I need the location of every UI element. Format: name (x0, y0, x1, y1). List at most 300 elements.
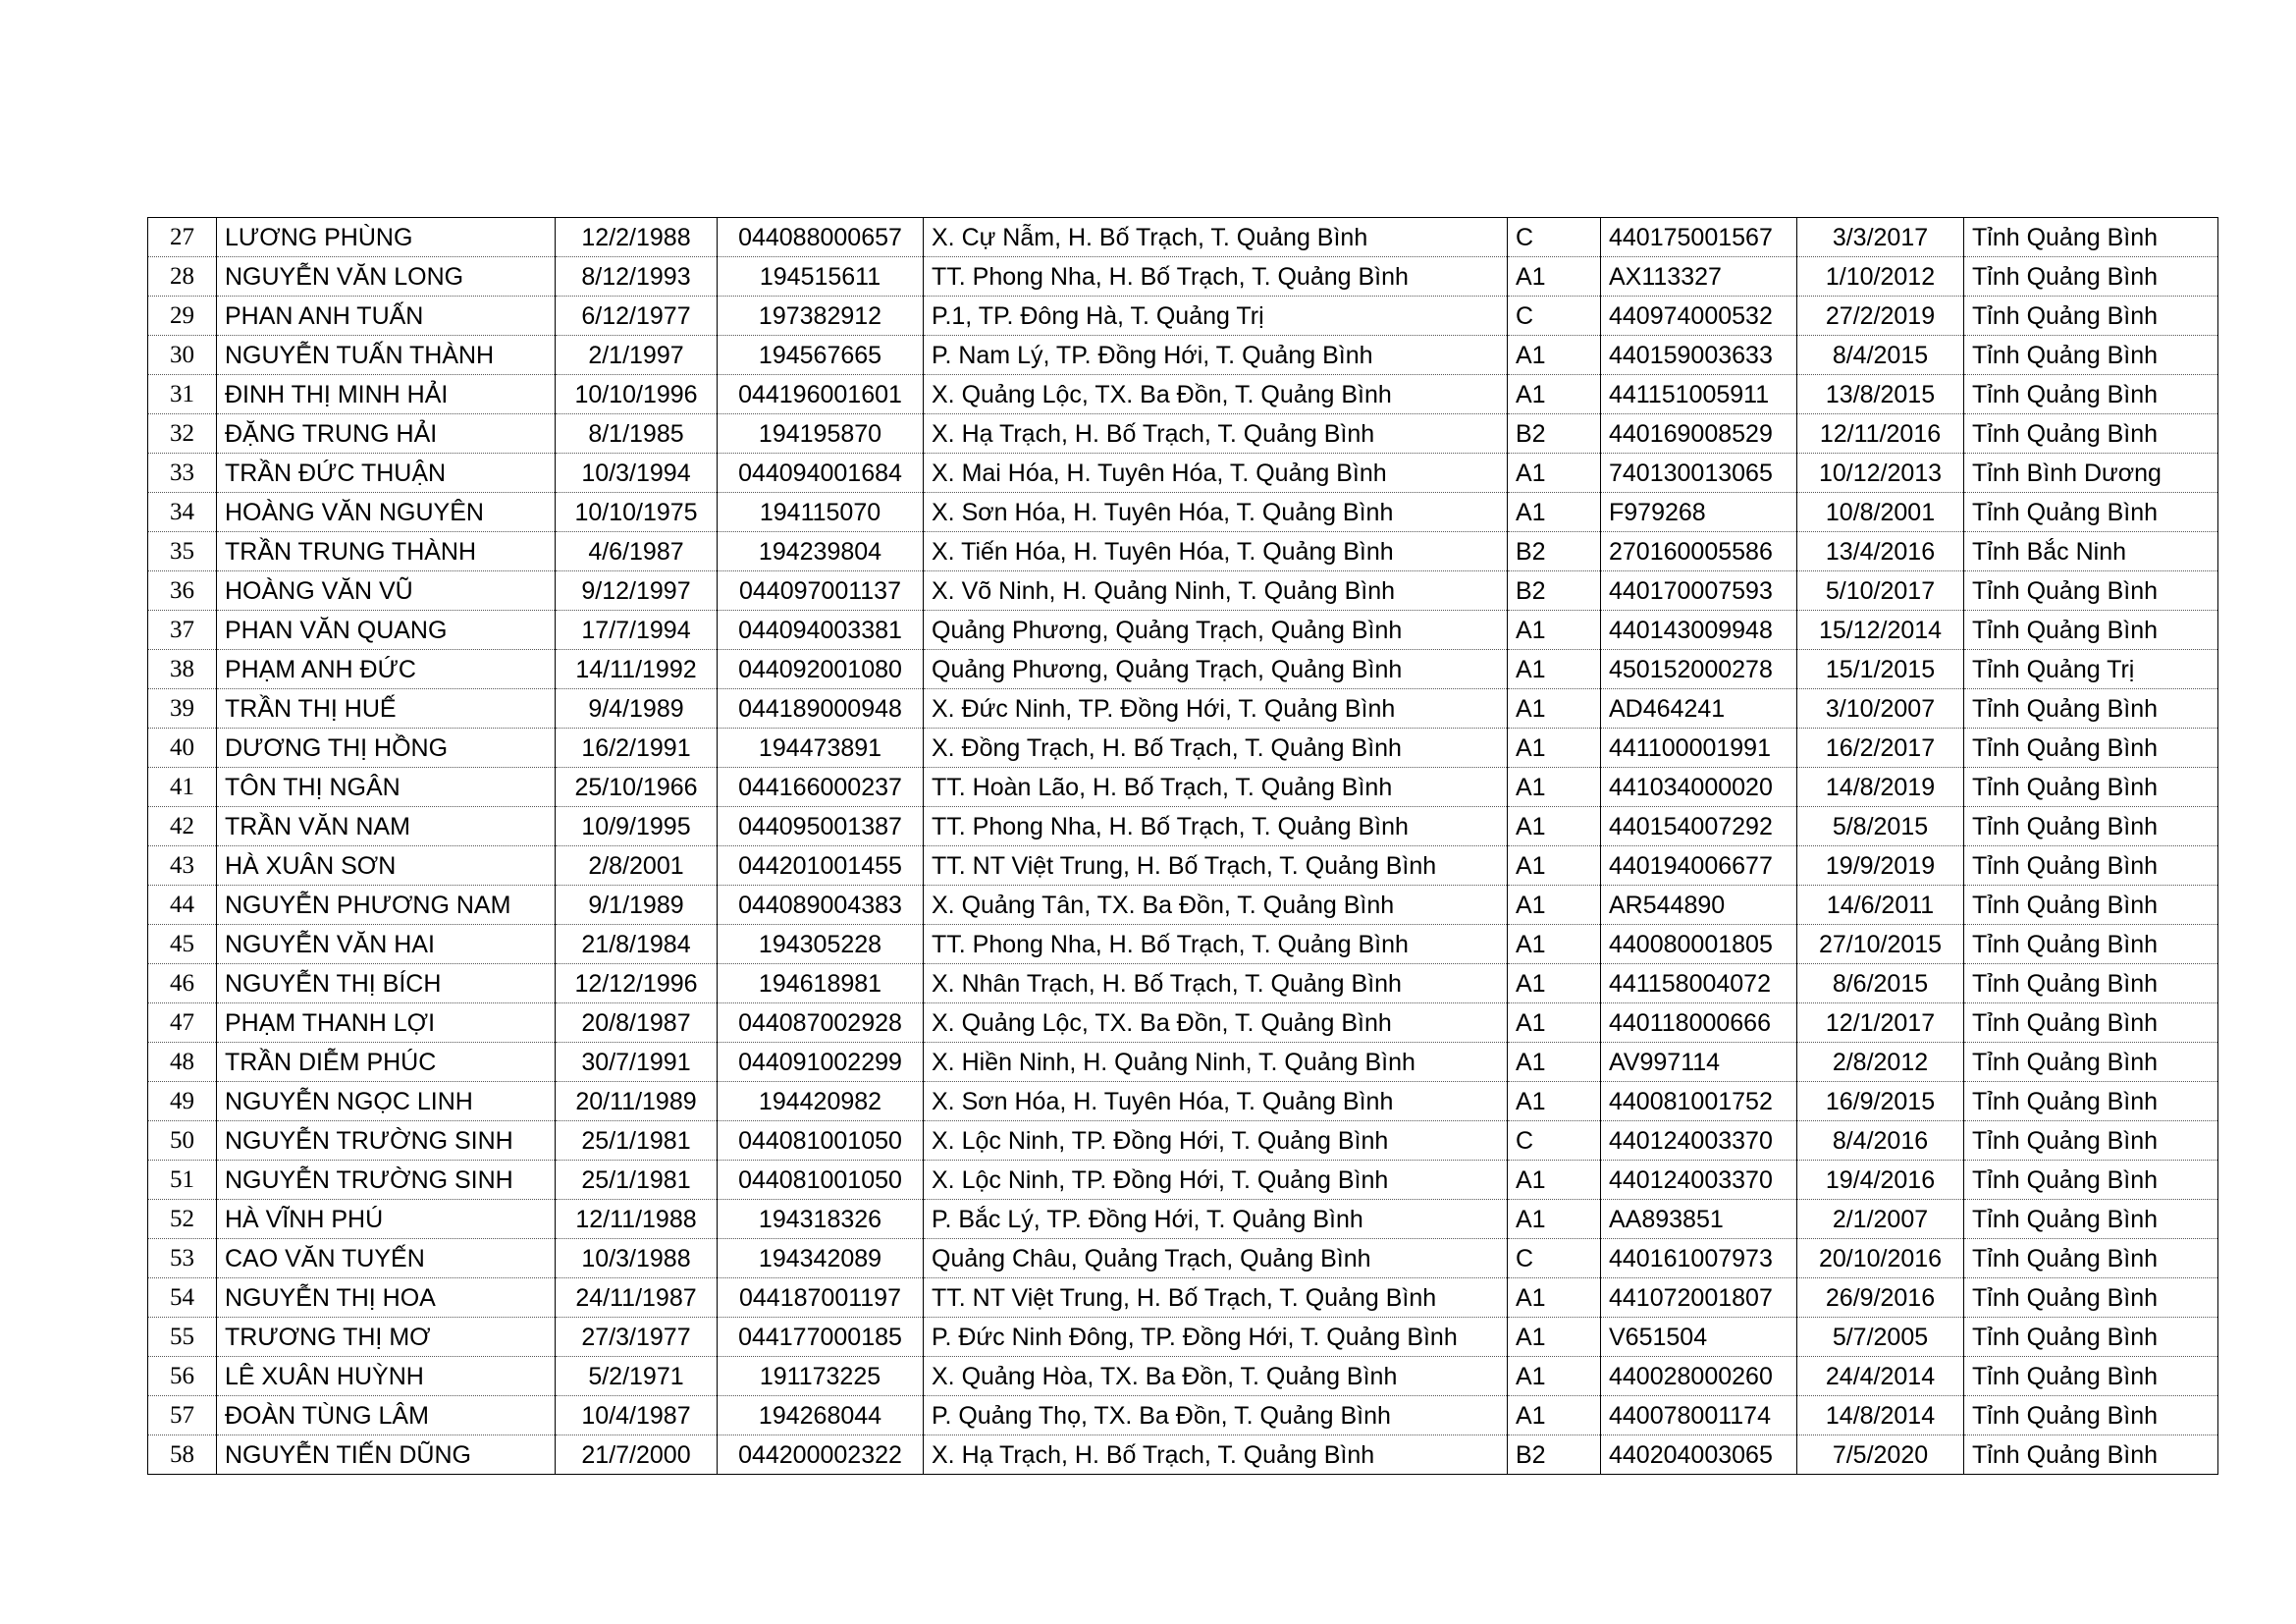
license-class-cell: A1 (1508, 689, 1601, 729)
table-row (148, 1161, 2218, 1200)
id-number-cell: 044089004383 (718, 886, 924, 925)
full-name-cell: DƯƠNG THỊ HỒNG (217, 729, 556, 768)
issue-place-cell: Tỉnh Quảng Bình (1964, 1396, 2218, 1435)
full-name-cell: ĐOÀN TÙNG LÂM (217, 1396, 556, 1435)
date-of-birth-cell: 2/1/1997 (556, 336, 718, 375)
issue-place-cell: Tỉnh Quảng Bình (1964, 218, 2218, 257)
license-class-cell: A1 (1508, 729, 1601, 768)
date-of-birth-cell: 20/8/1987 (556, 1003, 718, 1043)
date-of-birth-cell: 24/11/1987 (556, 1278, 718, 1318)
date-of-birth-cell: 17/7/1994 (556, 611, 718, 650)
license-number-cell: 740130013065 (1601, 454, 1797, 493)
id-number-cell: 194473891 (718, 729, 924, 768)
id-number-cell: 044177000185 (718, 1318, 924, 1357)
row-number-cell: 58 (148, 1435, 217, 1475)
license-number-cell: 441158004072 (1601, 964, 1797, 1003)
date-of-birth-cell: 25/1/1981 (556, 1161, 718, 1200)
issue-place-cell: Tỉnh Quảng Bình (1964, 257, 2218, 297)
date-of-birth-cell: 21/8/1984 (556, 925, 718, 964)
table-row (148, 1239, 2218, 1278)
row-number-cell: 31 (148, 375, 217, 414)
table-row (148, 1200, 2218, 1239)
id-number-cell: 044094003381 (718, 611, 924, 650)
table-row (148, 768, 2218, 807)
full-name-cell: NGUYỄN VĂN LONG (217, 257, 556, 297)
date-of-birth-cell: 20/11/1989 (556, 1082, 718, 1121)
issue-place-cell: Tỉnh Quảng Bình (1964, 414, 2218, 454)
license-number-cell: AA893851 (1601, 1200, 1797, 1239)
license-class-cell: C (1508, 218, 1601, 257)
address-cell: X. Đức Ninh, TP. Đồng Hới, T. Quảng Bình (924, 689, 1508, 729)
id-number-cell: 044166000237 (718, 768, 924, 807)
address-cell: P. Bắc Lý, TP. Đồng Hới, T. Quảng Bình (924, 1200, 1508, 1239)
license-number-cell: 440161007973 (1601, 1239, 1797, 1278)
address-cell: X. Hạ Trạch, H. Bố Trạch, T. Quảng Bình (924, 414, 1508, 454)
issue-date-cell: 8/4/2015 (1797, 336, 1964, 375)
row-number-cell: 44 (148, 886, 217, 925)
table-row (148, 1278, 2218, 1318)
issue-date-cell: 16/2/2017 (1797, 729, 1964, 768)
table-row (148, 611, 2218, 650)
full-name-cell: NGUYỄN VĂN HAI (217, 925, 556, 964)
issue-place-cell: Tỉnh Quảng Bình (1964, 571, 2218, 611)
id-number-cell: 194342089 (718, 1239, 924, 1278)
license-number-cell: 440175001567 (1601, 218, 1797, 257)
license-class-cell: A1 (1508, 1082, 1601, 1121)
date-of-birth-cell: 12/2/1988 (556, 218, 718, 257)
full-name-cell: NGUYỄN THỊ HOA (217, 1278, 556, 1318)
issue-place-cell: Tỉnh Quảng Bình (1964, 1003, 2218, 1043)
date-of-birth-cell: 25/10/1966 (556, 768, 718, 807)
date-of-birth-cell: 10/3/1994 (556, 454, 718, 493)
issue-place-cell: Tỉnh Quảng Bình (1964, 807, 2218, 846)
id-number-cell: 194515611 (718, 257, 924, 297)
date-of-birth-cell: 9/12/1997 (556, 571, 718, 611)
id-number-cell: 044091002299 (718, 1043, 924, 1082)
issue-date-cell: 16/9/2015 (1797, 1082, 1964, 1121)
license-class-cell: A1 (1508, 375, 1601, 414)
license-class-cell: A1 (1508, 964, 1601, 1003)
license-class-cell: A1 (1508, 257, 1601, 297)
issue-date-cell: 8/4/2016 (1797, 1121, 1964, 1161)
table-row (148, 1357, 2218, 1396)
license-class-cell: A1 (1508, 1161, 1601, 1200)
issue-place-cell: Tỉnh Bình Dương (1964, 454, 2218, 493)
row-number-cell: 50 (148, 1121, 217, 1161)
row-number-cell: 34 (148, 493, 217, 532)
date-of-birth-cell: 2/8/2001 (556, 846, 718, 886)
full-name-cell: HOÀNG VĂN VŨ (217, 571, 556, 611)
row-number-cell: 48 (148, 1043, 217, 1082)
license-class-cell: A1 (1508, 1318, 1601, 1357)
date-of-birth-cell: 5/2/1971 (556, 1357, 718, 1396)
table-row (148, 571, 2218, 611)
address-cell: X. Lộc Ninh, TP. Đồng Hới, T. Quảng Bình (924, 1161, 1508, 1200)
table-row (148, 532, 2218, 571)
table-row (148, 650, 2218, 689)
license-class-cell: A1 (1508, 1200, 1601, 1239)
date-of-birth-cell: 30/7/1991 (556, 1043, 718, 1082)
address-cell: X. Quảng Lộc, TX. Ba Đồn, T. Quảng Bình (924, 375, 1508, 414)
address-cell: X. Quảng Lộc, TX. Ba Đồn, T. Quảng Bình (924, 1003, 1508, 1043)
address-cell: TT. Hoàn Lão, H. Bố Trạch, T. Quảng Bình (924, 768, 1508, 807)
date-of-birth-cell: 9/4/1989 (556, 689, 718, 729)
table-row (148, 493, 2218, 532)
full-name-cell: TRẦN TRUNG THÀNH (217, 532, 556, 571)
row-number-cell: 45 (148, 925, 217, 964)
row-number-cell: 39 (148, 689, 217, 729)
license-class-cell: A1 (1508, 611, 1601, 650)
license-class-cell: A1 (1508, 336, 1601, 375)
date-of-birth-cell: 9/1/1989 (556, 886, 718, 925)
issue-place-cell: Tỉnh Quảng Bình (1964, 1435, 2218, 1475)
license-number-cell: 270160005586 (1601, 532, 1797, 571)
full-name-cell: LÊ XUÂN HUỲNH (217, 1357, 556, 1396)
row-number-cell: 47 (148, 1003, 217, 1043)
issue-date-cell: 27/10/2015 (1797, 925, 1964, 964)
address-cell: TT. NT Việt Trung, H. Bố Trạch, T. Quảng Bình (924, 846, 1508, 886)
issue-place-cell: Tỉnh Quảng Bình (1964, 611, 2218, 650)
address-cell: Quảng Châu, Quảng Trạch, Quảng Bình (924, 1239, 1508, 1278)
full-name-cell: NGUYỄN TRƯỜNG SINH (217, 1121, 556, 1161)
issue-date-cell: 15/12/2014 (1797, 611, 1964, 650)
id-number-cell: 044200002322 (718, 1435, 924, 1475)
issue-date-cell: 10/12/2013 (1797, 454, 1964, 493)
table-row (148, 218, 2218, 257)
license-number-cell: 441072001807 (1601, 1278, 1797, 1318)
date-of-birth-cell: 10/4/1987 (556, 1396, 718, 1435)
date-of-birth-cell: 12/11/1988 (556, 1200, 718, 1239)
license-class-cell: A1 (1508, 650, 1601, 689)
issue-place-cell: Tỉnh Quảng Bình (1964, 1082, 2218, 1121)
id-number-cell: 044087002928 (718, 1003, 924, 1043)
table-row (148, 257, 2218, 297)
date-of-birth-cell: 8/1/1985 (556, 414, 718, 454)
id-number-cell: 044092001080 (718, 650, 924, 689)
table-row (148, 454, 2218, 493)
issue-place-cell: Tỉnh Quảng Bình (1964, 1161, 2218, 1200)
id-number-cell: 197382912 (718, 297, 924, 336)
date-of-birth-cell: 10/3/1988 (556, 1239, 718, 1278)
date-of-birth-cell: 16/2/1991 (556, 729, 718, 768)
license-class-cell: B2 (1508, 414, 1601, 454)
issue-date-cell: 7/5/2020 (1797, 1435, 1964, 1475)
full-name-cell: HÀ VĨNH PHÚ (217, 1200, 556, 1239)
license-number-cell: 440154007292 (1601, 807, 1797, 846)
table-row (148, 925, 2218, 964)
address-cell: X. Lộc Ninh, TP. Đồng Hới, T. Quảng Bình (924, 1121, 1508, 1161)
row-number-cell: 36 (148, 571, 217, 611)
license-class-cell: A1 (1508, 1278, 1601, 1318)
date-of-birth-cell: 14/11/1992 (556, 650, 718, 689)
license-number-cell: AR544890 (1601, 886, 1797, 925)
table-row (148, 1318, 2218, 1357)
row-number-cell: 55 (148, 1318, 217, 1357)
address-cell: P. Quảng Thọ, TX. Ba Đồn, T. Quảng Bình (924, 1396, 1508, 1435)
full-name-cell: HOÀNG VĂN NGUYÊN (217, 493, 556, 532)
row-number-cell: 57 (148, 1396, 217, 1435)
issue-date-cell: 14/6/2011 (1797, 886, 1964, 925)
issue-date-cell: 3/10/2007 (1797, 689, 1964, 729)
issue-date-cell: 12/1/2017 (1797, 1003, 1964, 1043)
issue-date-cell: 2/8/2012 (1797, 1043, 1964, 1082)
row-number-cell: 40 (148, 729, 217, 768)
table-row (148, 1121, 2218, 1161)
issue-place-cell: Tỉnh Quảng Trị (1964, 650, 2218, 689)
row-number-cell: 53 (148, 1239, 217, 1278)
issue-date-cell: 15/1/2015 (1797, 650, 1964, 689)
table-row (148, 1082, 2218, 1121)
license-number-cell: AV997114 (1601, 1043, 1797, 1082)
issue-place-cell: Tỉnh Quảng Bình (1964, 375, 2218, 414)
date-of-birth-cell: 10/9/1995 (556, 807, 718, 846)
license-class-cell: C (1508, 297, 1601, 336)
issue-place-cell: Tỉnh Quảng Bình (1964, 925, 2218, 964)
address-cell: X. Tiến Hóa, H. Tuyên Hóa, T. Quảng Bình (924, 532, 1508, 571)
table-row (148, 1396, 2218, 1435)
license-number-cell: 440974000532 (1601, 297, 1797, 336)
license-class-cell: A1 (1508, 1003, 1601, 1043)
row-number-cell: 41 (148, 768, 217, 807)
address-cell: X. Sơn Hóa, H. Tuyên Hóa, T. Quảng Bình (924, 493, 1508, 532)
date-of-birth-cell: 10/10/1975 (556, 493, 718, 532)
issue-place-cell: Tỉnh Quảng Bình (1964, 297, 2218, 336)
row-number-cell: 46 (148, 964, 217, 1003)
address-cell: X. Võ Ninh, H. Quảng Ninh, T. Quảng Bình (924, 571, 1508, 611)
id-number-cell: 194618981 (718, 964, 924, 1003)
issue-place-cell: Tỉnh Quảng Bình (1964, 1121, 2218, 1161)
address-cell: X. Sơn Hóa, H. Tuyên Hóa, T. Quảng Bình (924, 1082, 1508, 1121)
driver-register-table (147, 217, 2218, 1475)
date-of-birth-cell: 27/3/1977 (556, 1318, 718, 1357)
license-number-cell: AD464241 (1601, 689, 1797, 729)
id-number-cell: 044081001050 (718, 1121, 924, 1161)
issue-date-cell: 5/7/2005 (1797, 1318, 1964, 1357)
issue-date-cell: 10/8/2001 (1797, 493, 1964, 532)
license-class-cell: B2 (1508, 532, 1601, 571)
issue-place-cell: Tỉnh Quảng Bình (1964, 1278, 2218, 1318)
table-row (148, 807, 2218, 846)
license-number-cell: 440143009948 (1601, 611, 1797, 650)
date-of-birth-cell: 12/12/1996 (556, 964, 718, 1003)
issue-place-cell: Tỉnh Quảng Bình (1964, 1357, 2218, 1396)
id-number-cell: 044094001684 (718, 454, 924, 493)
full-name-cell: LƯƠNG PHÙNG (217, 218, 556, 257)
id-number-cell: 194115070 (718, 493, 924, 532)
full-name-cell: TRƯƠNG THỊ MƠ (217, 1318, 556, 1357)
row-number-cell: 33 (148, 454, 217, 493)
table-row (148, 375, 2218, 414)
table-row (148, 964, 2218, 1003)
full-name-cell: NGUYỄN TUẤN THÀNH (217, 336, 556, 375)
row-number-cell: 42 (148, 807, 217, 846)
table-row (148, 297, 2218, 336)
address-cell: P. Nam Lý, TP. Đồng Hới, T. Quảng Bình (924, 336, 1508, 375)
id-number-cell: 194318326 (718, 1200, 924, 1239)
issue-place-cell: Tỉnh Quảng Bình (1964, 1200, 2218, 1239)
license-number-cell: 440124003370 (1601, 1121, 1797, 1161)
license-number-cell: 440204003065 (1601, 1435, 1797, 1475)
issue-place-cell: Tỉnh Quảng Bình (1964, 336, 2218, 375)
id-number-cell: 194567665 (718, 336, 924, 375)
address-cell: X. Nhân Trạch, H. Bố Trạch, T. Quảng Bình (924, 964, 1508, 1003)
license-class-cell: A1 (1508, 1043, 1601, 1082)
address-cell: P.1, TP. Đông Hà, T. Quảng Trị (924, 297, 1508, 336)
issue-date-cell: 1/10/2012 (1797, 257, 1964, 297)
issue-date-cell: 27/2/2019 (1797, 297, 1964, 336)
id-number-cell: 044201001455 (718, 846, 924, 886)
row-number-cell: 52 (148, 1200, 217, 1239)
address-cell: TT. Phong Nha, H. Bố Trạch, T. Quảng Bình (924, 925, 1508, 964)
id-number-cell: 194305228 (718, 925, 924, 964)
row-number-cell: 32 (148, 414, 217, 454)
full-name-cell: TRẦN VĂN NAM (217, 807, 556, 846)
issue-date-cell: 19/4/2016 (1797, 1161, 1964, 1200)
license-class-cell: A1 (1508, 886, 1601, 925)
issue-place-cell: Tỉnh Quảng Bình (1964, 1318, 2218, 1357)
issue-place-cell: Tỉnh Quảng Bình (1964, 768, 2218, 807)
license-number-cell: 441100001991 (1601, 729, 1797, 768)
license-class-cell: B2 (1508, 571, 1601, 611)
license-number-cell: 441151005911 (1601, 375, 1797, 414)
license-number-cell: AX113327 (1601, 257, 1797, 297)
row-number-cell: 38 (148, 650, 217, 689)
issue-place-cell: Tỉnh Quảng Bình (1964, 729, 2218, 768)
address-cell: TT. Phong Nha, H. Bố Trạch, T. Quảng Bình (924, 257, 1508, 297)
full-name-cell: CAO VĂN TUYẾN (217, 1239, 556, 1278)
address-cell: X. Đồng Trạch, H. Bố Trạch, T. Quảng Bình (924, 729, 1508, 768)
license-class-cell: A1 (1508, 925, 1601, 964)
full-name-cell: TÔN THỊ NGÂN (217, 768, 556, 807)
license-class-cell: A1 (1508, 807, 1601, 846)
table-row (148, 689, 2218, 729)
issue-date-cell: 8/6/2015 (1797, 964, 1964, 1003)
date-of-birth-cell: 21/7/2000 (556, 1435, 718, 1475)
issue-place-cell: Tỉnh Quảng Bình (1964, 846, 2218, 886)
id-number-cell: 044189000948 (718, 689, 924, 729)
row-number-cell: 30 (148, 336, 217, 375)
row-number-cell: 37 (148, 611, 217, 650)
license-class-cell: B2 (1508, 1435, 1601, 1475)
issue-place-cell: Tỉnh Quảng Bình (1964, 964, 2218, 1003)
issue-place-cell: Tỉnh Quảng Bình (1964, 1043, 2218, 1082)
full-name-cell: HÀ XUÂN SƠN (217, 846, 556, 886)
issue-place-cell: Tỉnh Quảng Bình (1964, 493, 2218, 532)
issue-date-cell: 13/4/2016 (1797, 532, 1964, 571)
issue-date-cell: 5/10/2017 (1797, 571, 1964, 611)
address-cell: X. Mai Hóa, H. Tuyên Hóa, T. Quảng Bình (924, 454, 1508, 493)
full-name-cell: NGUYỄN TRƯỜNG SINH (217, 1161, 556, 1200)
address-cell: TT. Phong Nha, H. Bố Trạch, T. Quảng Bình (924, 807, 1508, 846)
full-name-cell: TRẦN ĐỨC THUẬN (217, 454, 556, 493)
license-class-cell: A1 (1508, 768, 1601, 807)
full-name-cell: NGUYỄN NGỌC LINH (217, 1082, 556, 1121)
row-number-cell: 51 (148, 1161, 217, 1200)
issue-date-cell: 26/9/2016 (1797, 1278, 1964, 1318)
license-number-cell: 440159003633 (1601, 336, 1797, 375)
full-name-cell: TRẦN DIỄM PHÚC (217, 1043, 556, 1082)
table-row (148, 729, 2218, 768)
id-number-cell: 194195870 (718, 414, 924, 454)
issue-date-cell: 5/8/2015 (1797, 807, 1964, 846)
address-cell: Quảng Phương, Quảng Trạch, Quảng Bình (924, 650, 1508, 689)
row-number-cell: 28 (148, 257, 217, 297)
table-row (148, 414, 2218, 454)
id-number-cell: 044187001197 (718, 1278, 924, 1318)
table-row (148, 886, 2218, 925)
table-row (148, 336, 2218, 375)
license-class-cell: A1 (1508, 454, 1601, 493)
issue-date-cell: 13/8/2015 (1797, 375, 1964, 414)
full-name-cell: NGUYỄN THỊ BÍCH (217, 964, 556, 1003)
row-number-cell: 43 (148, 846, 217, 886)
address-cell: X. Quảng Hòa, TX. Ba Đồn, T. Quảng Bình (924, 1357, 1508, 1396)
id-number-cell: 191173225 (718, 1357, 924, 1396)
address-cell: P. Đức Ninh Đông, TP. Đồng Hới, T. Quảng Bình (924, 1318, 1508, 1357)
full-name-cell: PHAN ANH TUẤN (217, 297, 556, 336)
id-number-cell: 194420982 (718, 1082, 924, 1121)
full-name-cell: TRẦN THỊ HUẾ (217, 689, 556, 729)
license-class-cell: A1 (1508, 846, 1601, 886)
issue-place-cell: Tỉnh Quảng Bình (1964, 1239, 2218, 1278)
issue-date-cell: 14/8/2019 (1797, 768, 1964, 807)
license-number-cell: 450152000278 (1601, 650, 1797, 689)
id-number-cell: 044081001050 (718, 1161, 924, 1200)
id-number-cell: 194268044 (718, 1396, 924, 1435)
issue-date-cell: 3/3/2017 (1797, 218, 1964, 257)
full-name-cell: NGUYỄN TIẾN DŨNG (217, 1435, 556, 1475)
license-number-cell: 440124003370 (1601, 1161, 1797, 1200)
row-number-cell: 49 (148, 1082, 217, 1121)
id-number-cell: 044196001601 (718, 375, 924, 414)
license-number-cell: 440081001752 (1601, 1082, 1797, 1121)
table-row (148, 846, 2218, 886)
table-row (148, 1003, 2218, 1043)
issue-date-cell: 20/10/2016 (1797, 1239, 1964, 1278)
address-cell: Quảng Phương, Quảng Trạch, Quảng Bình (924, 611, 1508, 650)
id-number-cell: 044095001387 (718, 807, 924, 846)
address-cell: X. Quảng Tân, TX. Ba Đồn, T. Quảng Bình (924, 886, 1508, 925)
issue-place-cell: Tỉnh Quảng Bình (1964, 886, 2218, 925)
full-name-cell: PHẠM ANH ĐỨC (217, 650, 556, 689)
id-number-cell: 044097001137 (718, 571, 924, 611)
license-class-cell: C (1508, 1239, 1601, 1278)
license-number-cell: 441034000020 (1601, 768, 1797, 807)
full-name-cell: NGUYỄN PHƯƠNG NAM (217, 886, 556, 925)
license-number-cell: 440170007593 (1601, 571, 1797, 611)
license-class-cell: C (1508, 1121, 1601, 1161)
address-cell: X. Hiền Ninh, H. Quảng Ninh, T. Quảng Bình (924, 1043, 1508, 1082)
date-of-birth-cell: 6/12/1977 (556, 297, 718, 336)
license-number-cell: 440194006677 (1601, 846, 1797, 886)
license-number-cell: 440118000666 (1601, 1003, 1797, 1043)
date-of-birth-cell: 4/6/1987 (556, 532, 718, 571)
row-number-cell: 27 (148, 218, 217, 257)
id-number-cell: 044088000657 (718, 218, 924, 257)
license-number-cell: 440028000260 (1601, 1357, 1797, 1396)
row-number-cell: 35 (148, 532, 217, 571)
license-class-cell: A1 (1508, 1357, 1601, 1396)
address-cell: TT. NT Việt Trung, H. Bố Trạch, T. Quảng Bình (924, 1278, 1508, 1318)
row-number-cell: 54 (148, 1278, 217, 1318)
table-row (148, 1435, 2218, 1475)
license-number-cell: 440169008529 (1601, 414, 1797, 454)
row-number-cell: 29 (148, 297, 217, 336)
row-number-cell: 56 (148, 1357, 217, 1396)
issue-date-cell: 2/1/2007 (1797, 1200, 1964, 1239)
full-name-cell: ĐẶNG TRUNG HẢI (217, 414, 556, 454)
license-class-cell: A1 (1508, 493, 1601, 532)
